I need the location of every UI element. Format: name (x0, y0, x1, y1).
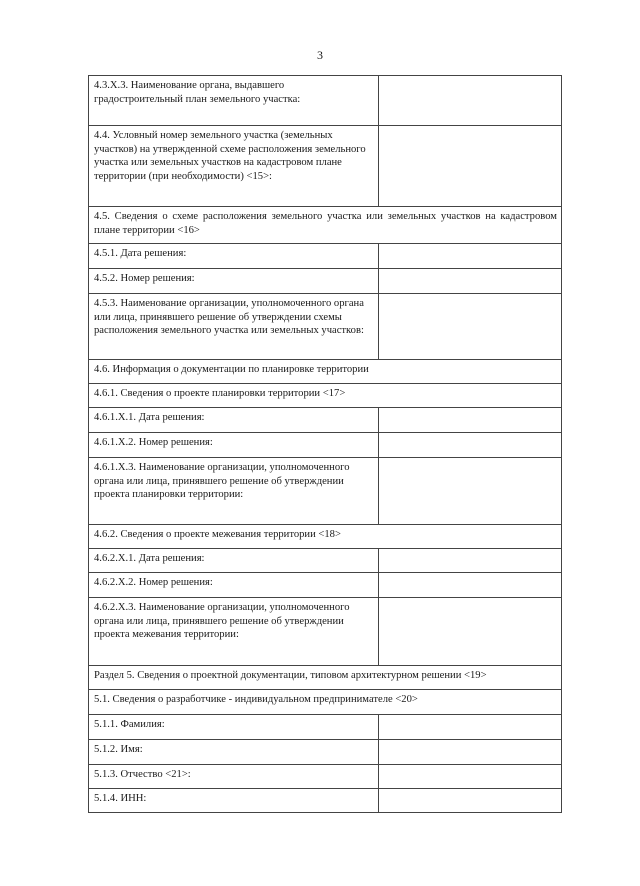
field-label: 4.6.2.X.1. Дата решения: (89, 549, 379, 573)
field-label: 4.5.2. Номер решения: (89, 269, 379, 294)
field-value[interactable] (379, 573, 562, 598)
field-label: 5.1.2. Имя: (89, 740, 379, 765)
application-form-table (88, 75, 562, 813)
field-label: 5.1.1. Фамилия: (89, 715, 379, 740)
field-value[interactable] (379, 715, 562, 740)
form-row (89, 408, 562, 433)
form-row (89, 765, 562, 789)
page-number: 3 (317, 48, 323, 62)
field-value[interactable] (379, 408, 562, 433)
field-value[interactable] (379, 126, 562, 207)
section-header: 4.6.2. Сведения о проекте межевания территории <18> (89, 525, 562, 549)
field-value[interactable] (379, 269, 562, 294)
field-label: 4.3.X.3. Наименование органа, выдавшего градостроительный план земельного участка: (89, 76, 379, 126)
field-label: 4.5.1. Дата решения: (89, 244, 379, 269)
field-label: 4.5.3. Наименование организации, уполномоченного органа или лица, принявшего решение об утверждении схемы расположения земельного участка или земельных участков: (89, 294, 379, 360)
form-row (89, 598, 562, 666)
form-row (89, 244, 562, 269)
section-header: 4.6.1. Сведения о проекте планировки территории <17> (89, 384, 562, 408)
form-row (89, 549, 562, 573)
section-header-row (89, 360, 562, 384)
field-value[interactable] (379, 76, 562, 126)
field-label: 5.1.4. ИНН: (89, 789, 379, 813)
field-label: 4.4. Условный номер земельного участка (земельных участков) на утвержденной схеме расположения земельного участка или земельных участков на кадастровом плане территории (при необходимости) <15>: (89, 126, 379, 207)
section-header-row (89, 690, 562, 715)
form-row (89, 433, 562, 458)
form-row (89, 458, 562, 525)
field-label: 4.6.1.X.3. Наименование организации, уполномоченного органа или лица, принявшего решение об утверждении проекта планировки территории: (89, 458, 379, 525)
section-header: 4.5. Сведения о схеме расположения земельного участка или земельных участков на кадастровом плане территории <16> (89, 207, 562, 244)
form-row (89, 76, 562, 126)
form-row (89, 789, 562, 813)
section-header-row (89, 525, 562, 549)
form-body (89, 76, 562, 813)
field-label: 4.6.1.X.1. Дата решения: (89, 408, 379, 433)
field-value[interactable] (379, 294, 562, 360)
field-label: 5.1.3. Отчество <21>: (89, 765, 379, 789)
form-row (89, 715, 562, 740)
section-header: Раздел 5. Сведения о проектной документации, типовом архитектурном решении <19> (89, 666, 562, 690)
field-value[interactable] (379, 433, 562, 458)
field-value[interactable] (379, 244, 562, 269)
section-header: 4.6. Информация о документации по планировке территории (89, 360, 562, 384)
section-header-row (89, 666, 562, 690)
form-row (89, 573, 562, 598)
field-value[interactable] (379, 740, 562, 765)
section-header-row (89, 207, 562, 244)
field-value[interactable] (379, 458, 562, 525)
field-value[interactable] (379, 598, 562, 666)
field-label: 4.6.1.X.2. Номер решения: (89, 433, 379, 458)
form-row (89, 126, 562, 207)
form-row (89, 740, 562, 765)
field-value[interactable] (379, 549, 562, 573)
field-value[interactable] (379, 789, 562, 813)
field-value[interactable] (379, 765, 562, 789)
section-header: 5.1. Сведения о разработчике - индивидуальном предпринимателе <20> (89, 690, 562, 715)
field-label: 4.6.2.X.2. Номер решения: (89, 573, 379, 598)
form-row (89, 269, 562, 294)
form-row (89, 294, 562, 360)
section-header-row (89, 384, 562, 408)
field-label: 4.6.2.X.3. Наименование организации, уполномоченного органа или лица, принявшего решение об утверждении проекта межевания территории: (89, 598, 379, 666)
